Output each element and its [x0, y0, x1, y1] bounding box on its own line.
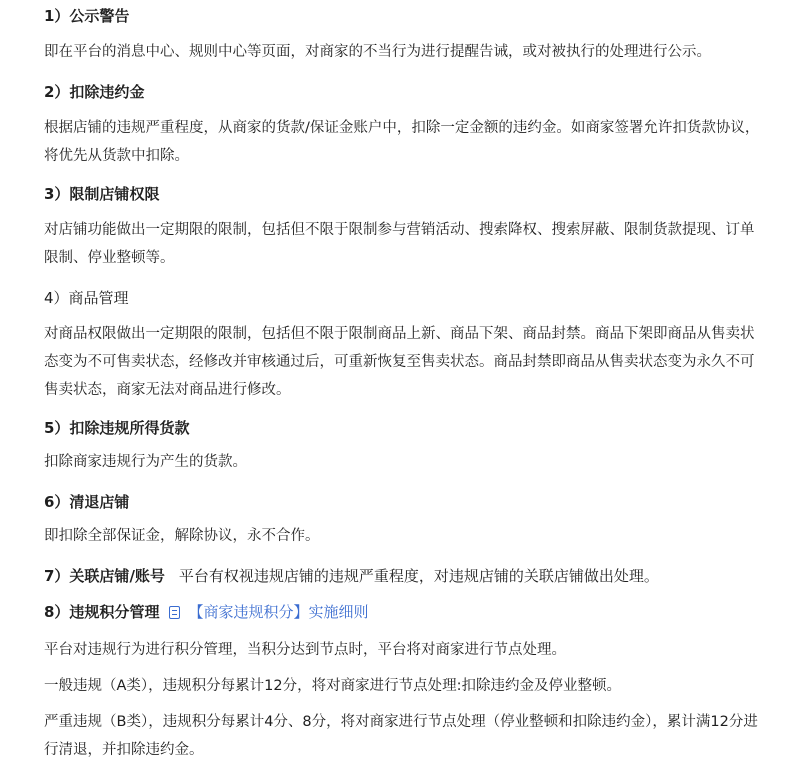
section-7-note: 平台有权视违规店铺的违规严重程度，对违规店铺的关联店铺做出处理。 — [178, 567, 659, 585]
section-3-body: 对店铺功能做出一定期限的限制，包括但不限于限制参与营销活动、搜索降权、搜索屏蔽、限制货款提现、订单限制、停业整顿等。 — [44, 222, 755, 266]
section-1-body: 即在平台的消息中心、规则中心等页面，对商家的不当行为进行提醒告诫，或对被执行的处理进行公示。 — [44, 44, 711, 60]
points-line-1: 平台对违规行为进行积分管理，当积分达到节点时，平台将对商家进行节点处理。 — [44, 642, 566, 658]
section-5-body: 扣除商家违规行为产生的货款。 — [44, 454, 247, 470]
section-7-row — [44, 566, 766, 586]
section-1-title: 1）公示警告 — [44, 7, 130, 25]
section-2-body: 根据店铺的违规严重程度，从商家的货款/保证金账户中，扣除一定金额的违约金。如商家签署允许扣货款协议，将优先从货款中扣除。 — [44, 120, 760, 164]
section-5-title: 5）扣除违规所得货款 — [44, 419, 190, 437]
section-2-title: 2）扣除违约金 — [44, 83, 145, 101]
section-3-title: 3）限制店铺权限 — [44, 185, 160, 203]
section-8-title: 8）违规积分管理 — [44, 603, 160, 621]
points-line-2: 一般违规（A类），违规积分每累计12分，将对商家进行节点处理:扣除违约金及停业整顿。 — [44, 678, 622, 694]
section-7-title: 7）关联店铺/账号 — [44, 567, 165, 585]
section-6-title: 6）清退店铺 — [44, 493, 130, 511]
points-rule-link[interactable]: 【商家违规积分】实施细则 — [188, 603, 369, 621]
section-4-body: 对商品权限做出一定期限的限制，包括但不限于限制商品上新、商品下架、商品封禁。商品下架即商品从售卖状态变为不可售卖状态，经修改并审核通过后，可重新恢复至售卖状态。商品封禁即商品从售卖状态变为永久不可售卖状态，商家无法对商品进行修改。 — [44, 326, 755, 398]
document-icon[interactable] — [169, 606, 180, 619]
section-4-title: 4）商品管理 — [44, 289, 129, 307]
section-6-body: 即扣除全部保证金，解除协议，永不合作。 — [44, 528, 320, 544]
section-8-row — [44, 602, 368, 622]
points-line-3: 严重违规（B类），违规积分每累计4分、8分，将对商家进行节点处理（停业整顿和扣除违约金），累计满12分进行清退，并扣除违约金。 — [44, 714, 758, 758]
